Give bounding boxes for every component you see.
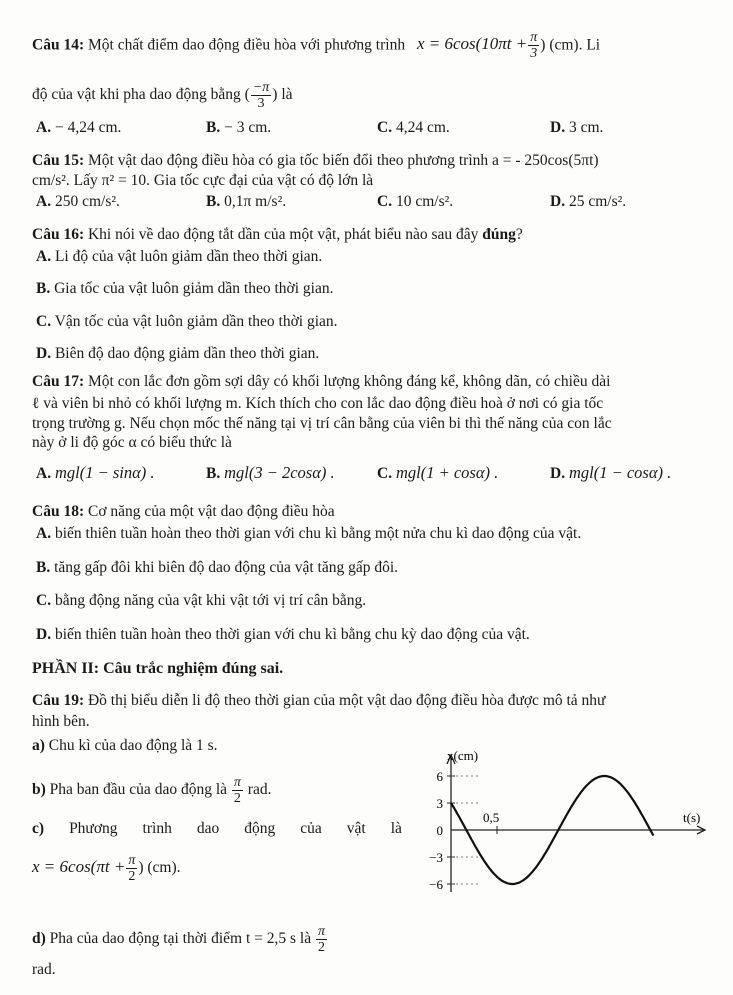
q19-d-unit: rad. xyxy=(32,961,56,978)
q16-question: Câu 16: Khi nói về dao động tắt dần của một vật, phát biểu nào sau đây đúng? xyxy=(32,226,523,243)
q17-line4: này ở li độ góc α có biểu thức là xyxy=(32,434,232,451)
q18-option-b[interactable]: B. tăng gấp đôi khi biên độ dao động của vật tăng gấp đôi. xyxy=(36,559,399,576)
q19-statement-c[interactable]: c) Phương trình dao động của vật là xyxy=(32,820,402,837)
q14-text: Một chất điểm dao động điều hòa với phương trình xyxy=(87,36,406,54)
y-tick-label: 6 xyxy=(436,769,443,784)
y-axis-label: x(cm) xyxy=(447,750,479,763)
q16-option-c[interactable]: C. Vận tốc của vật luôn giảm dần theo thời gian. xyxy=(36,313,338,330)
y-tick-label: −6 xyxy=(429,877,443,892)
q18-option-a[interactable]: A. biến thiên tuần hoàn theo thời gian với chu kì bằng một nửa chu kì dao động của vật. xyxy=(36,525,582,542)
q15-option-c[interactable]: C. 10 cm/s². xyxy=(377,193,454,210)
q17-line1: Câu 17: Một con lắc đơn gồm sợi dây có khối lượng không đáng kể, không dãn, có chiều dài xyxy=(32,373,611,390)
q16-emphasis: đúng xyxy=(482,226,516,243)
q19-statement-a[interactable]: a) Chu kì của dao động là 1 s. xyxy=(32,737,218,754)
q16-option-b[interactable]: B. Gia tốc của vật luôn giảm dần theo thời gian. xyxy=(36,280,334,297)
q17-option-d[interactable]: D. mgl(1 − cosα) . xyxy=(550,463,672,482)
q17-line2: ℓ và viên bi nhỏ có khối lượng m. Kích thích cho con lắc dao động điều hoà ở nơi có gia tốc xyxy=(32,395,604,412)
q14-option-b[interactable]: B. − 3 cm. xyxy=(206,119,272,136)
displacement-time-graph xyxy=(415,750,715,898)
q19-c-equation: x = 6cos(πt + $\frac{\pi}{2}$ ) (cm). xyxy=(32,853,181,884)
y-tick-label: −3 xyxy=(429,850,443,865)
q17-option-c[interactable]: C. mgl(1 + cosα) . xyxy=(377,463,499,482)
y-tick-label: 0 xyxy=(436,823,443,838)
q18-option-d[interactable]: D. biến thiên tuần hoàn theo thời gian với chu kì bằng chu kỳ dao động của vật. xyxy=(36,626,530,643)
q16-option-a[interactable]: A. Li độ của vật luôn giảm dần theo thời gian. xyxy=(36,248,323,265)
q14-line2: độ của vật khi pha dao động bằng ( $\frac{-\pi}{3}$ ) là xyxy=(32,80,293,111)
q15-line2: cm/s². Lấy π² = 10. Gia tốc cực đại của vật có độ lớn là xyxy=(32,172,374,189)
q15-line1: Câu 15: Một vật dao động điều hòa có gia tốc biến đổi theo phương trình a = - 250cos(5πt) xyxy=(32,152,599,169)
q14-option-c[interactable]: C. 4,24 cm. xyxy=(377,119,450,136)
q19-d-fraction: $\frac{\pi}{2}$ xyxy=(318,924,326,955)
q14-equation: x = 6cos(10πt + $\frac{\pi}{3}$ xyxy=(416,30,538,61)
q15-option-b[interactable]: B. 0,1π m/s². xyxy=(206,193,287,210)
x-axis-label: t(s) xyxy=(683,810,701,825)
q19-line2: hình bên. xyxy=(32,713,90,730)
q19-statement-b[interactable]: b) Pha ban đầu của dao động là $\frac{\pi}{2}$ rad. xyxy=(32,775,272,806)
q18-option-c[interactable]: C. bằng động năng của vật khi vật tới vị trí cân bằng. xyxy=(36,592,367,609)
q18-question: Câu 18: Cơ năng của một vật dao động điều hòa xyxy=(32,503,335,520)
q14-option-a[interactable]: A. − 4,24 cm. xyxy=(36,119,122,136)
q16-option-d[interactable]: D. Biên độ dao động giảm dần theo thời gian. xyxy=(36,345,320,362)
q14-option-d[interactable]: D. 3 cm. xyxy=(550,119,604,136)
q14-eq-fraction: $\frac{\pi}{3}$ xyxy=(530,30,538,61)
section-2-heading: PHẦN II: Câu trắc nghiệm đúng sai. xyxy=(32,660,284,677)
q19-statement-d[interactable]: d) Pha của dao động tại thời điểm t = 2,5 s là $\frac{\pi}{2}$ xyxy=(32,924,326,955)
q19-line1: Câu 19: Đồ thị biểu diễn li độ theo thời gian của một vật dao động điều hòa được mô tả như xyxy=(32,692,606,709)
q15-option-a[interactable]: A. 250 cm/s². xyxy=(36,193,120,210)
q17-option-b[interactable]: B. mgl(3 − 2cosα) . xyxy=(206,463,335,482)
q19-c-fraction: $\frac{\pi}{2}$ xyxy=(128,853,136,884)
q19-b-fraction: $\frac{\pi}{2}$ xyxy=(233,775,241,806)
y-tick-label: 3 xyxy=(436,796,443,811)
q14-eq-tail: ) (cm). Li xyxy=(540,36,601,54)
q14-line1 xyxy=(32,30,600,61)
q15-option-d[interactable]: D. 25 cm/s². xyxy=(550,193,627,210)
q14-label: Câu 14: xyxy=(32,36,85,54)
x-tick-label: 0,5 xyxy=(483,810,500,825)
q17-line3: trọng trường g. Nếu chọn mốc thế năng tại vị trí cân bằng của viên bi thì thế năng của con lắc xyxy=(32,415,612,432)
q17-option-a[interactable]: A. mgl(1 − sinα) . xyxy=(36,463,155,482)
q14-phase-fraction: $\frac{-\pi}{3}$ xyxy=(252,80,270,111)
